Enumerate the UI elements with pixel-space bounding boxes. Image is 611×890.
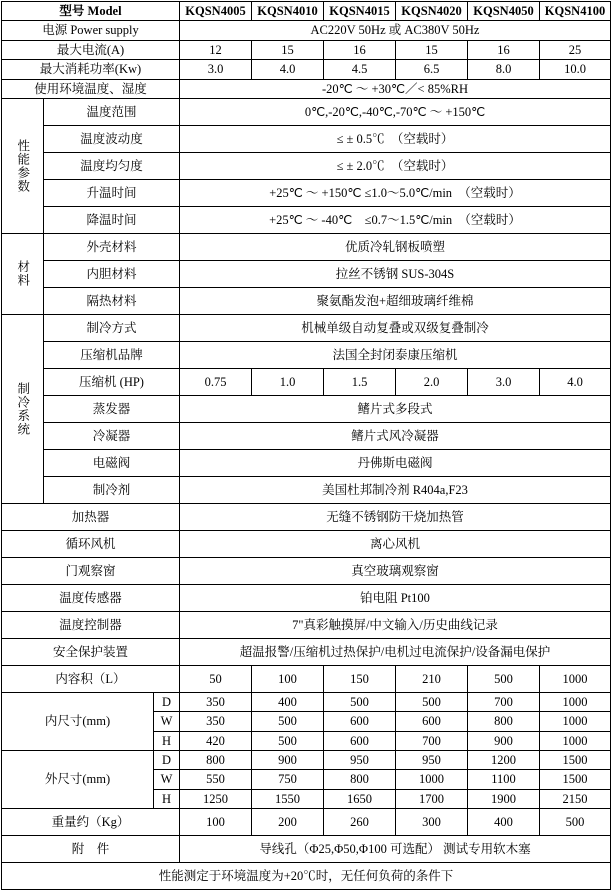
table-row-material-2 xyxy=(2,287,611,314)
outer-dim-label-0: D xyxy=(154,751,180,770)
table-row-refrigeration-5 xyxy=(2,476,611,503)
table-row-controller xyxy=(2,611,611,638)
refrig-value-0: 机械单级自动复叠或双级复叠制冷 xyxy=(180,314,611,341)
single-value-1: 离心风机 xyxy=(180,530,611,557)
volume-4: 500 xyxy=(468,665,540,692)
group-inner-size: 内尺寸(mm) xyxy=(2,692,154,750)
table-row-power-supply xyxy=(2,21,611,40)
weight-2: 260 xyxy=(324,809,396,836)
outer-d-1: 900 xyxy=(252,751,324,770)
max-current-4: 16 xyxy=(468,40,540,59)
max-current-2: 16 xyxy=(324,40,396,59)
table-row-compressor-hp xyxy=(2,368,611,395)
table-row-sensor xyxy=(2,584,611,611)
max-power-label: 最大消耗功率(Kw) xyxy=(2,60,180,79)
compressor-hp-label: 压缩机 (HP) xyxy=(44,368,180,395)
power-supply-label: 电源 Power supply xyxy=(2,21,180,40)
compressor-hp-2: 1.5 xyxy=(324,368,396,395)
table-row-safety xyxy=(2,638,611,665)
max-power-4: 8.0 xyxy=(468,60,540,79)
model-col-5: KQSN4100 xyxy=(540,2,611,21)
material-value-2: 聚氨酯发泡+超细玻璃纤维棉 xyxy=(180,287,611,314)
table-row-volume xyxy=(2,665,611,692)
material-label-0: 外壳材料 xyxy=(44,233,180,260)
single-label-1: 循环风机 xyxy=(2,530,180,557)
table-row-refrigeration-4 xyxy=(2,449,611,476)
outer-dim-label-1: W xyxy=(154,770,180,789)
volume-5: 1000 xyxy=(540,665,611,692)
single-value-3: 铂电阻 Pt100 xyxy=(180,584,611,611)
material-value-1: 拉丝不锈钢 SUS-304S xyxy=(180,260,611,287)
refrig2-value-1: 鳍片式风冷凝器 xyxy=(180,422,611,449)
single-label-5: 安全保护装置 xyxy=(2,638,180,665)
footnote: 性能测定于环境温度为+20℃时，无任何负荷的条件下 xyxy=(2,863,611,890)
specification-table xyxy=(1,1,611,890)
inner-h-2: 600 xyxy=(324,731,396,750)
table-row-refrigeration-3 xyxy=(2,422,611,449)
outer-dim-label-2: H xyxy=(154,789,180,808)
single-value-4: 7"真彩触摸屏/中文输入/历史曲线记录 xyxy=(180,611,611,638)
outer-h-5: 2150 xyxy=(540,789,611,808)
refrig2-value-0: 鳍片式多段式 xyxy=(180,395,611,422)
outer-w-4: 1100 xyxy=(468,770,540,789)
table-row-header xyxy=(2,2,611,21)
model-col-2: KQSN4015 xyxy=(324,2,396,21)
outer-d-3: 950 xyxy=(396,751,468,770)
inner-w-2: 600 xyxy=(324,712,396,731)
single-label-4: 温度控制器 xyxy=(2,611,180,638)
inner-w-5: 1000 xyxy=(540,712,611,731)
perf-label-3: 升温时间 xyxy=(44,179,180,206)
outer-h-4: 1900 xyxy=(468,789,540,808)
model-col-3: KQSN4020 xyxy=(396,2,468,21)
inner-d-4: 700 xyxy=(468,692,540,711)
inner-h-4: 900 xyxy=(468,731,540,750)
refrig2-label-3: 制冷剂 xyxy=(44,476,180,503)
inner-w-1: 500 xyxy=(252,712,324,731)
outer-d-0: 800 xyxy=(180,751,252,770)
table-row-refrigeration-2 xyxy=(2,395,611,422)
refrig2-value-2: 丹佛斯电磁阀 xyxy=(180,449,611,476)
single-value-2: 真空玻璃观察窗 xyxy=(180,557,611,584)
material-label-1: 内胆材料 xyxy=(44,260,180,287)
table-row-performance-1 xyxy=(2,125,611,152)
refrig2-value-3: 美国杜邦制冷剂 R404a,F23 xyxy=(180,476,611,503)
model-label: 型号 Model xyxy=(2,2,180,21)
volume-3: 210 xyxy=(396,665,468,692)
power-supply-value: AC220V 50Hz 或 AC380V 50Hz xyxy=(180,21,611,40)
refrig2-label-2: 电磁阀 xyxy=(44,449,180,476)
refrig-label-1: 压缩机品牌 xyxy=(44,341,180,368)
max-current-0: 12 xyxy=(180,40,252,59)
model-col-0: KQSN4005 xyxy=(180,2,252,21)
max-current-3: 15 xyxy=(396,40,468,59)
volume-2: 150 xyxy=(324,665,396,692)
weight-3: 300 xyxy=(396,809,468,836)
max-current-1: 15 xyxy=(252,40,324,59)
inner-d-2: 500 xyxy=(324,692,396,711)
outer-w-1: 750 xyxy=(252,770,324,789)
compressor-hp-5: 4.0 xyxy=(540,368,611,395)
table-row-performance-3 xyxy=(2,179,611,206)
ambient-label: 使用环境温度、湿度 xyxy=(2,79,180,98)
weight-5: 500 xyxy=(540,809,611,836)
material-label-2: 隔热材料 xyxy=(44,287,180,314)
refrig-label-0: 制冷方式 xyxy=(44,314,180,341)
table-row-ambient xyxy=(2,79,611,98)
compressor-hp-1: 1.0 xyxy=(252,368,324,395)
table-row-weight xyxy=(2,809,611,836)
inner-h-3: 700 xyxy=(396,731,468,750)
perf-label-2: 温度均匀度 xyxy=(44,152,180,179)
accessory-label: 附 件 xyxy=(2,836,180,863)
outer-h-0: 1250 xyxy=(180,789,252,808)
outer-d-5: 1500 xyxy=(540,751,611,770)
outer-d-4: 1200 xyxy=(468,751,540,770)
max-power-2: 4.5 xyxy=(324,60,396,79)
perf-label-0: 温度范围 xyxy=(44,98,180,125)
table-row-inner-d xyxy=(2,692,611,711)
table-row-accessory xyxy=(2,836,611,863)
compressor-hp-3: 2.0 xyxy=(396,368,468,395)
volume-label: 内容积（L） xyxy=(2,665,180,692)
inner-h-1: 500 xyxy=(252,731,324,750)
inner-h-0: 420 xyxy=(180,731,252,750)
perf-value-2: ≤ ± 2.0℃ （空载时） xyxy=(180,152,611,179)
max-power-3: 6.5 xyxy=(396,60,468,79)
single-label-0: 加热器 xyxy=(2,503,180,530)
volume-1: 100 xyxy=(252,665,324,692)
group-outer-size: 外尺寸(mm) xyxy=(2,751,154,809)
volume-0: 50 xyxy=(180,665,252,692)
inner-d-3: 500 xyxy=(396,692,468,711)
single-label-3: 温度传感器 xyxy=(2,584,180,611)
outer-w-0: 550 xyxy=(180,770,252,789)
outer-h-1: 1550 xyxy=(252,789,324,808)
inner-dim-label-0: D xyxy=(154,692,180,711)
group-refrigeration: 制冷系统 xyxy=(2,314,44,503)
group-performance: 性能参数 xyxy=(2,98,44,233)
table-row-material-1 xyxy=(2,260,611,287)
weight-1: 200 xyxy=(252,809,324,836)
inner-h-5: 1000 xyxy=(540,731,611,750)
inner-w-3: 600 xyxy=(396,712,468,731)
weight-0: 100 xyxy=(180,809,252,836)
max-power-5: 10.0 xyxy=(540,60,611,79)
outer-w-2: 800 xyxy=(324,770,396,789)
ambient-value: -20℃ ～ +30℃／< 85%RH xyxy=(180,79,611,98)
inner-d-1: 400 xyxy=(252,692,324,711)
material-value-0: 优质冷轧钢板喷塑 xyxy=(180,233,611,260)
compressor-hp-0: 0.75 xyxy=(180,368,252,395)
compressor-hp-4: 3.0 xyxy=(468,368,540,395)
inner-w-0: 350 xyxy=(180,712,252,731)
table-row-heater xyxy=(2,503,611,530)
max-power-0: 3.0 xyxy=(180,60,252,79)
inner-d-5: 1000 xyxy=(540,692,611,711)
single-label-2: 门观察窗 xyxy=(2,557,180,584)
weight-label: 重量约（Kg） xyxy=(2,809,180,836)
table-row-performance-4 xyxy=(2,206,611,233)
table-row-performance-0 xyxy=(2,98,611,125)
single-value-0: 无缝不锈钢防干烧加热管 xyxy=(180,503,611,530)
table-row-material-0 xyxy=(2,233,611,260)
perf-value-4: +25℃ ～ -40℃ ≤0.7～1.5℃/min （空载时） xyxy=(180,206,611,233)
refrig-value-1: 法国全封闭泰康压缩机 xyxy=(180,341,611,368)
inner-d-0: 350 xyxy=(180,692,252,711)
table-row-max-power xyxy=(2,60,611,79)
perf-label-1: 温度波动度 xyxy=(44,125,180,152)
max-current-label: 最大电流(A) xyxy=(2,40,180,59)
weight-4: 400 xyxy=(468,809,540,836)
group-material: 材料 xyxy=(2,233,44,314)
perf-label-4: 降温时间 xyxy=(44,206,180,233)
outer-h-3: 1700 xyxy=(396,789,468,808)
perf-value-1: ≤ ± 0.5℃ （空载时） xyxy=(180,125,611,152)
table-row-outer-d xyxy=(2,751,611,770)
outer-d-2: 950 xyxy=(324,751,396,770)
table-row-performance-2 xyxy=(2,152,611,179)
model-col-1: KQSN4010 xyxy=(252,2,324,21)
outer-w-5: 1500 xyxy=(540,770,611,789)
table-row-refrigeration-0 xyxy=(2,314,611,341)
outer-w-3: 1000 xyxy=(396,770,468,789)
perf-value-3: +25℃ ～ +150℃ ≤1.0～5.0℃/min （空载时） xyxy=(180,179,611,206)
model-col-4: KQSN4050 xyxy=(468,2,540,21)
perf-value-0: 0℃,-20℃,-40℃,-70℃ ～ +150℃ xyxy=(180,98,611,125)
table-row-fan xyxy=(2,530,611,557)
max-power-1: 4.0 xyxy=(252,60,324,79)
table-row-window xyxy=(2,557,611,584)
outer-h-2: 1650 xyxy=(324,789,396,808)
table-row-max-current xyxy=(2,40,611,59)
accessory-value: 导线孔（Φ25,Φ50,Φ100 可选配） 测试专用软木塞 xyxy=(180,836,611,863)
inner-dim-label-2: H xyxy=(154,731,180,750)
refrig2-label-1: 冷凝器 xyxy=(44,422,180,449)
max-current-5: 25 xyxy=(540,40,611,59)
inner-dim-label-1: W xyxy=(154,712,180,731)
table-row-footnote xyxy=(2,863,611,890)
inner-w-4: 800 xyxy=(468,712,540,731)
refrig2-label-0: 蒸发器 xyxy=(44,395,180,422)
single-value-5: 超温报警/压缩机过热保护/电机过电流保护/设备漏电保护 xyxy=(180,638,611,665)
table-row-refrigeration-1 xyxy=(2,341,611,368)
